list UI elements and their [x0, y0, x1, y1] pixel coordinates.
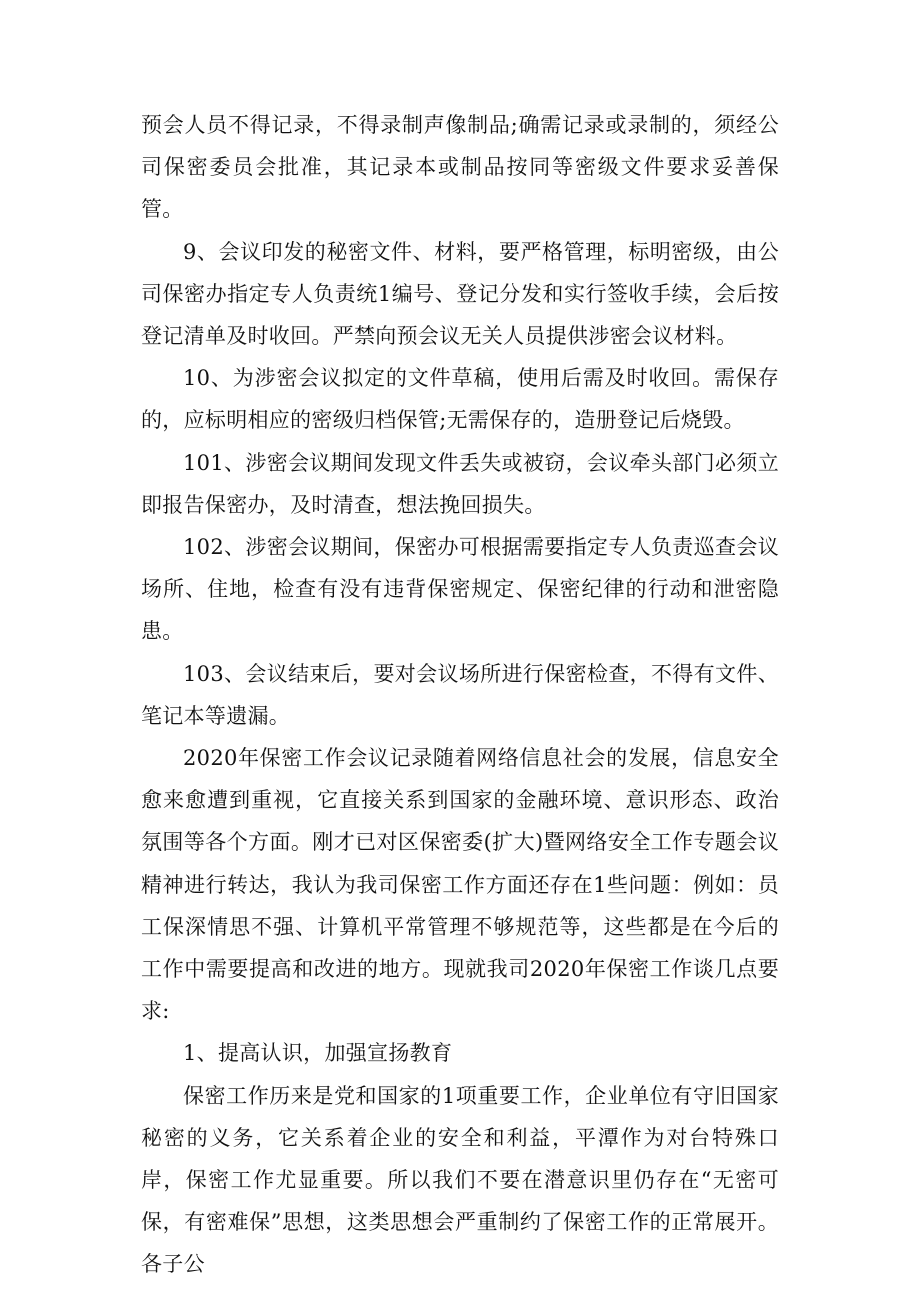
- document-body: [141, 104, 779, 1286]
- paragraph-section-1-body: 保密工作历来是党和国家的1项重要工作，企业单位有守旧国家秘密的义务，它关系着企业的安全和利益，平潭作为对台特殊口岸，保密工作尤显重要。所以我们不要在潜意识里仍存在“无密可保，有密难保”思想，这类思想会严重制约了保密工作的正常展开。各子公: [141, 1083, 779, 1277]
- paragraph-item-101: 101、涉密会议期间发现文件丢失或被窃，会议牵头部门必须立即报告保密办，及时清查，想法挽回损失。: [141, 450, 779, 517]
- paragraph-continuation: 预会人员不得记录，不得录制声像制品;确需记录或录制的，须经公司保密委员会批准，其记录本或制品按同等密级文件要求妥善保管。: [141, 113, 779, 222]
- paragraph-item-10: 10、为涉密会议拟定的文件草稿，使用后需及时收回。需保存的，应标明相应的密级归档保管;无需保存的，造册登记后烧毁。: [141, 366, 779, 433]
- paragraph-intro-2020: 2020年保密工作会议记录随着网络信息社会的发展，信息安全愈来愈遭到重视，它直接关系到国家的金融环境、意识形态、政治氛围等各个方面。刚才已对区保密委(扩大)暨网络安全工作专题会议精神进行转达，我认为我司保密工作方面还存在1些问题：例如：员工保深情思不强、计算机平常管理不够规范等，这些都是在今后的工作中需要提高和改进的地方。现就我司2020年保密工作谈几点要求:: [141, 746, 779, 1024]
- paragraph-item-102: 102、涉密会议期间，保密办可根据需要指定专人负责巡查会议场所、住地，检查有没有违背保密规定、保密纪律的行动和泄密隐患。: [141, 535, 779, 644]
- paragraph-item-103: 103、会议结束后，要对会议场所进行保密检查，不得有文件、笔记本等遗漏。: [141, 661, 779, 728]
- section-heading-1: 1、提高认识，加强宣扬教育: [183, 1041, 453, 1066]
- paragraph-item-9: 9、会议印发的秘密文件、材料，要严格管理，标明密级，由公司保密办指定专人负责统1编号、登记分发和实行签收手续，会后按登记清单及时收回。严禁向预会议无关人员提供涉密会议材料。: [141, 239, 779, 349]
